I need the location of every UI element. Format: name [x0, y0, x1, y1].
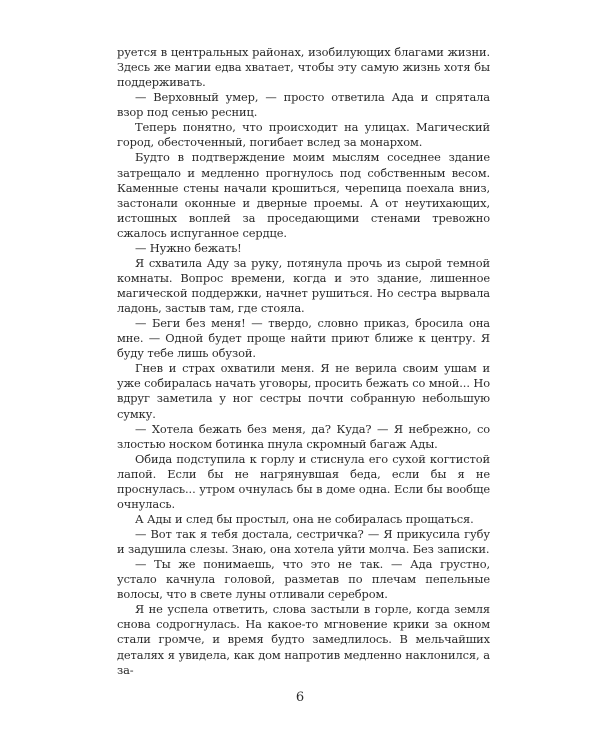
body-text: [117, 45, 490, 678]
paragraph: — Ты же понимаешь, что это не так. — Ада грустно, устало качнула головой, разметав по плечам пепельные волосы, что в свете луны отливали серебром.: [117, 557, 490, 602]
paragraph: — Хотела бежать без меня, да? Куда? — Я небрежно, со злостью носком ботинка пнула скромный багаж Ады.: [117, 421, 490, 451]
paragraph: — Беги без меня! — твердо, словно приказ, бросила она мне. — Одной будет проще найти приют ближе к центру. Я буду тебе лишь обузой.: [117, 316, 490, 361]
paragraph: А Ады и след бы простыл, она не собиралась прощаться.: [135, 511, 474, 526]
paragraph: — Вот так я тебя достала, сестричка? — Я прикусила губу и задушила слезы. Знаю, она хотела уйти молча. Без записки.: [117, 527, 490, 557]
paragraph: руется в центральных районах, изобилующих благами жизни. Здесь же магии едва хватает, чтобы эту самую жизнь хотя бы поддерживать.: [117, 45, 490, 90]
paragraph: Обида подступила к горлу и стиснула его сухой когтистой лапой. Если бы не нагрянувшая беда, если бы я не проснулась... утром очнулась бы в доме одна. Если бы вообще очнулась.: [117, 451, 490, 511]
paragraph: Гнев и страх охватили меня. Я не верила своим ушам и уже собиралась начать уговоры, просить бежать со мной... Но вдруг заметила у ног сестры почти собранную небольшую сумку.: [117, 361, 490, 421]
paragraph: Будто в подтверждение моим мыслям соседнее здание затрещало и медленно прогнулось под собственным весом. Каменные стены начали крошиться, черепица поехала вниз, застонали оконные и дверные проемы. А от неутихающих, истошных воплей за проседающими стенами тревожно сжалось испуганное сердце.: [117, 150, 490, 240]
paragraph: — Нужно бежать!: [135, 240, 242, 255]
paragraph: Я схватила Аду за руку, потянула прочь из сырой темной комнаты. Вопрос времени, когда и это здание, лишенное магической поддержки, начнет рушиться. Но сестра вырвала ладонь, застыв там, где стояла.: [117, 255, 490, 316]
paragraph: — Верховный умер, — просто ответила Ада и спрятала взор под сенью ресниц.: [117, 90, 490, 120]
paragraph: Теперь понятно, что происходит на улицах. Магический город, обесточенный, погибает вслед за монархом.: [117, 120, 490, 150]
paragraph: Я не успела ответить, слова застыли в горле, когда земля снова содрогнулась. На какое-то мгновение крики за окном стали громче, и время будто замедлилось. В мельчайших деталях я увидела, как дом напротив медленно наклонился, а за-: [117, 602, 490, 677]
page-number: 6: [295, 690, 305, 705]
